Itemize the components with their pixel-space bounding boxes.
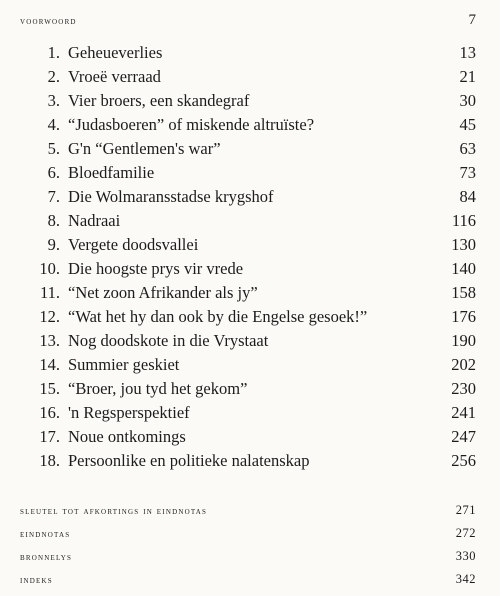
page-number: 21 — [459, 67, 476, 86]
entry-label: indeks — [20, 575, 53, 586]
page-number: 63 — [459, 139, 476, 158]
chapter-title: G'n “Gentlemen's war” — [68, 139, 221, 158]
chapter-number: 12. — [39, 307, 60, 326]
chapter-number: 16. — [39, 403, 60, 422]
chapter-title: Nog doodskote in die Vrystaat — [68, 331, 269, 350]
page-number: 84 — [459, 187, 476, 206]
chapter-number: 6. — [47, 163, 60, 182]
chapter-title: Persoonlike en politieke nalatenskap — [68, 451, 310, 470]
chapter-number: 11. — [39, 283, 60, 302]
chapter-title: Die hoogste prys vir vrede — [68, 259, 244, 278]
page-number: 158 — [451, 283, 476, 302]
toc-entry-bronnelys[interactable] — [20, 549, 476, 564]
chapter-title: Vier broers, een skandegraf — [68, 91, 250, 110]
page-number: 256 — [451, 451, 476, 470]
chapter-number: 5. — [47, 139, 60, 158]
chapter-title: Nadraai — [68, 211, 121, 230]
page-number: 73 — [459, 163, 476, 182]
chapter-title: Die Wolmaransstadse krygshof — [68, 187, 274, 206]
chapter-number: 13. — [39, 331, 60, 350]
toc-chapter-1[interactable] — [22, 43, 476, 63]
page-number: 202 — [451, 355, 476, 374]
page-number: 247 — [451, 427, 476, 446]
chapter-number: 2. — [47, 67, 60, 86]
chapter-title: Vergete doodsvallei — [68, 235, 199, 254]
page-number: 190 — [451, 331, 476, 350]
chapter-number: 14. — [39, 355, 60, 374]
page-number: 130 — [451, 235, 476, 254]
toc-chapter-5[interactable] — [22, 139, 476, 159]
entry-label: voorwoord — [20, 16, 77, 27]
entry-label: bronnelys — [20, 552, 73, 563]
chapter-title: “Broer, jou tyd het gekom” — [68, 379, 248, 398]
toc-chapter-18[interactable] — [22, 451, 476, 471]
chapter-number: 15. — [39, 379, 60, 398]
chapter-number: 7. — [47, 187, 60, 206]
entry-label: eindnotas — [20, 529, 71, 540]
chapter-title: “Net zoon Afrikander als jy” — [68, 283, 258, 302]
page-number: 272 — [455, 526, 476, 540]
chapter-number: 3. — [47, 91, 60, 110]
page-number: 241 — [451, 403, 476, 422]
toc-chapter-10[interactable] — [22, 259, 476, 279]
toc-chapter-11[interactable] — [22, 283, 476, 303]
toc-chapter-9[interactable] — [22, 235, 476, 255]
chapter-title: Bloedfamilie — [68, 163, 155, 182]
entry-label: sleutel tot afkortings in eindnotas — [20, 506, 208, 517]
toc-chapter-6[interactable] — [22, 163, 476, 183]
toc-chapter-15[interactable] — [22, 379, 476, 399]
page-number: 342 — [455, 572, 476, 586]
toc-entry-voorwoord[interactable] — [20, 12, 476, 29]
chapter-number: 10. — [39, 259, 60, 278]
toc-chapter-2[interactable] — [22, 67, 476, 87]
toc-entry-indeks[interactable] — [20, 572, 476, 587]
chapter-number: 1. — [47, 43, 60, 62]
toc-entry-sleutel[interactable] — [20, 503, 476, 518]
chapter-title: “Wat het hy dan ook by die Engelse gesoek!” — [68, 307, 368, 326]
toc-chapter-12[interactable] — [22, 307, 476, 327]
toc-chapter-14[interactable] — [22, 355, 476, 375]
toc-entry-eindnotas[interactable] — [20, 526, 476, 541]
chapter-title: 'n Regsperspektief — [68, 403, 190, 422]
chapter-title: Summier geskiet — [68, 355, 180, 374]
toc-chapter-7[interactable] — [22, 187, 476, 207]
chapter-number: 9. — [47, 235, 60, 254]
page-number: 230 — [451, 379, 476, 398]
page-number: 45 — [459, 115, 476, 134]
page-number: 140 — [451, 259, 476, 278]
page-number: 7 — [468, 12, 476, 28]
toc-chapter-3[interactable] — [22, 91, 476, 111]
toc-chapter-17[interactable] — [22, 427, 476, 447]
page-number: 271 — [455, 503, 476, 517]
page-number: 13 — [459, 43, 476, 62]
chapter-title: “Judasboeren” of miskende altruïste? — [68, 115, 315, 134]
toc-chapter-13[interactable] — [22, 331, 476, 351]
page-number: 116 — [451, 211, 476, 230]
toc-chapter-4[interactable] — [22, 115, 476, 135]
chapter-title: Geheueverlies — [68, 43, 163, 62]
page-number: 176 — [451, 307, 476, 326]
chapter-number: 8. — [47, 211, 60, 230]
chapter-title: Vroeë verraad — [68, 67, 161, 86]
chapter-number: 18. — [39, 451, 60, 470]
toc-chapter-16[interactable] — [22, 403, 476, 423]
chapter-number: 4. — [47, 115, 60, 134]
page-number: 30 — [459, 91, 476, 110]
toc-chapter-8[interactable] — [22, 211, 476, 231]
page-number: 330 — [455, 549, 476, 563]
chapter-number: 17. — [39, 427, 60, 446]
chapter-title: Noue ontkomings — [68, 427, 186, 446]
